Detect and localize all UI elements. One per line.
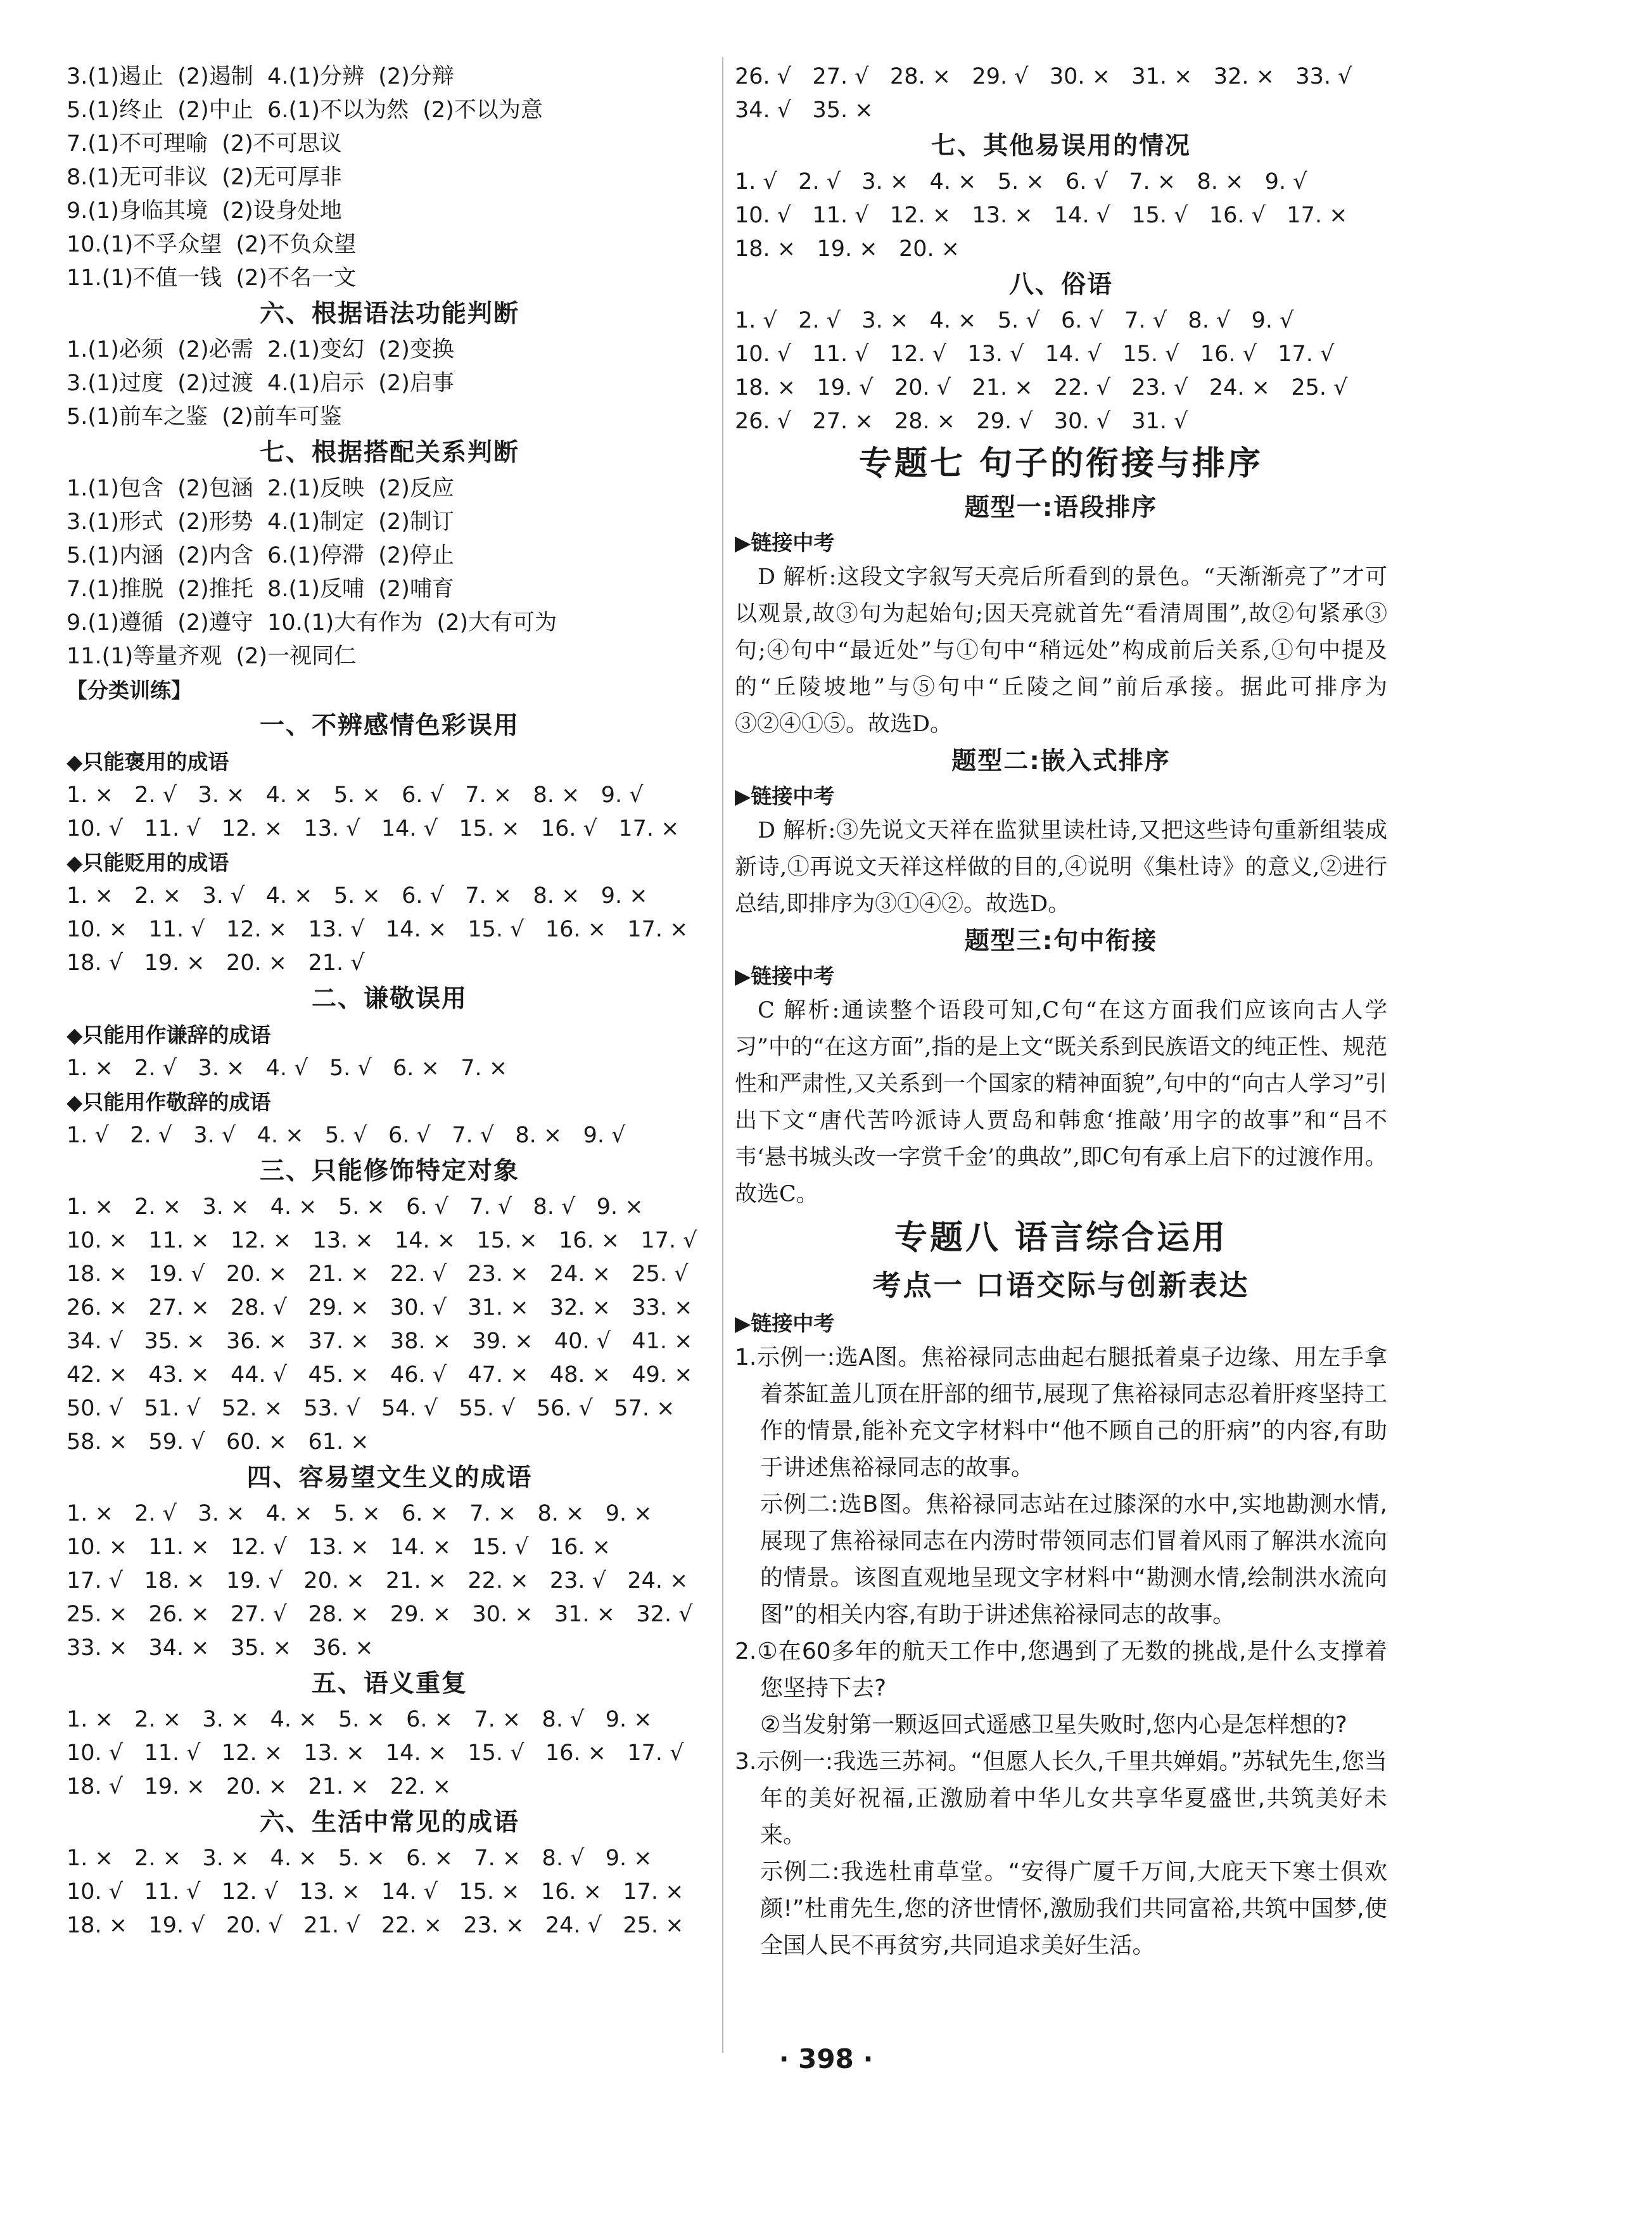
answer-line: 1. × 2. × 3. × 4. × 5. × 6. √ 7. √ 8. √ 9. × (67, 1194, 644, 1220)
link-exam-label: ▶链接中考 (735, 530, 835, 555)
left-column (67, 60, 713, 1943)
answer-line: 18. × 19. × 20. × (735, 236, 960, 262)
section-heading: 五、语义重复 (311, 1670, 467, 1698)
column-divider (722, 57, 723, 2053)
link-exam-label: ▶链接中考 (735, 784, 835, 808)
answer-line: 42. × 43. × 44. √ 45. × 46. √ 47. × 48. × 49. × (67, 1362, 693, 1388)
answer-line: 1. × 2. × 3. × 4. × 5. × 6. × 7. × 8. √ 9. × (67, 1707, 652, 1732)
answer-line: 1. √ 2. √ 3. × 4. × 5. × 6. √ 7. × 8. × 9. √ (735, 169, 1307, 195)
answer-paragraph: 示例二:选B图。焦裕禄同志站在过膝深的水中,实地勘测水情,展现了焦裕禄同志在内涝时带领同志们冒着风雨了解洪水流向的情景。该图直观地呈现文字材料中“勘测水情,绘制洪水流向图”的相关内容,有助于讲述焦裕禄同志的故事。 (760, 1491, 1387, 1628)
answer-line: 26. × 27. × 28. √ 29. × 30. √ 31. × 32. × 33. × (67, 1295, 693, 1320)
section-heading: 七、根据搭配关系判断 (259, 438, 519, 467)
section-heading: 一、不辨感情色彩误用 (259, 712, 519, 740)
answer-paragraph: 1.示例一:选A图。焦裕禄同志曲起右腿抵着桌子边缘、用左手拿着茶缸盖儿顶在肝部的细节,展现了焦裕禄同志忍着肝疼坚持工作的情景,能补充文字材料中“他不顾自己的肝病”的内容,有助于讲述焦裕禄同志的故事。 (735, 1344, 1387, 1481)
answer-paragraph: ②当发射第一颗返回式遥感卫星失败时,您内心是怎样想的? (760, 1712, 1347, 1738)
link-exam-label: ▶链接中考 (735, 1311, 835, 1336)
answer-line: 9.(1)遵循 (2)遵守 10.(1)大有作为 (2)大有可为 (67, 610, 557, 635)
answer-line: 1. √ 2. √ 3. × 4. × 5. √ 6. √ 7. √ 8. √ 9. √ (735, 308, 1294, 333)
answer-line: 18. × 19. √ 20. √ 21. × 22. √ 23. √ 24. × 25. √ (735, 375, 1348, 400)
answer-line: 1. × 2. × 3. × 4. × 5. × 6. × 7. × 8. √ 9. × (67, 1846, 652, 1871)
answer-line: 17. √ 18. × 19. √ 20. × 21. × 22. × 23. √ 24. × (67, 1568, 689, 1593)
section-heading: 四、容易望文生义的成语 (246, 1464, 533, 1492)
answer-line: 3.(1)过度 (2)过渡 4.(1)启示 (2)启事 (67, 371, 454, 396)
answer-line: 1.(1)必须 (2)必需 2.(1)变幻 (2)变换 (67, 337, 454, 362)
section-heading: 八、俗语 (1008, 271, 1113, 299)
answer-line: 10. √ 11. √ 12. × 13. × 14. √ 15. √ 16. √ 17. × (735, 203, 1348, 228)
answer-line: 3.(1)遏止 (2)遏制 4.(1)分辨 (2)分辩 (67, 64, 454, 89)
answer-line: 26. √ 27. × 28. × 29. √ 30. √ 31. √ (735, 409, 1188, 434)
subsection-label: ◆只能用作谦辞的成语 (67, 1023, 271, 1047)
answer-line: 5.(1)前车之鉴 (2)前车可鉴 (67, 404, 342, 430)
answer-line: 34. √ 35. × (735, 98, 874, 123)
section-heading: 六、生活中常见的成语 (259, 1808, 519, 1837)
answer-line: 1. × 2. × 3. √ 4. × 5. × 6. √ 7. × 8. × 9. × (67, 883, 648, 909)
answer-line: 5.(1)内涵 (2)内含 6.(1)停滞 (2)停止 (67, 543, 454, 568)
answer-line: 8.(1)无可非议 (2)无可厚非 (67, 165, 342, 190)
section-heading: 题型三:句中衔接 (964, 927, 1158, 955)
answer-line: 34. √ 35. × 36. × 37. × 38. × 39. × 40. √ 41. × (67, 1329, 693, 1354)
answer-line: 10. √ 11. √ 12. × 13. √ 14. √ 15. × 16. √ 17. × (67, 816, 680, 841)
answer-line: 7.(1)推脱 (2)推托 8.(1)反哺 (2)哺育 (67, 577, 454, 602)
section-heading: 三、只能修饰特定对象 (259, 1157, 519, 1185)
answer-line: 10.(1)不孚众望 (2)不负众望 (67, 232, 357, 257)
answer-line: 58. × 59. √ 60. × 61. × (67, 1429, 369, 1455)
answer-line: 3.(1)形式 (2)形势 4.(1)制定 (2)制订 (67, 509, 454, 535)
answer-line: 10. √ 11. √ 12. × 13. × 14. × 15. √ 16. × 17. √ (67, 1740, 684, 1766)
answer-line: 18. √ 19. × 20. × 21. √ (67, 950, 365, 976)
answer-line: 18. × 19. √ 20. √ 21. √ 22. × 23. × 24. √ 25. × (67, 1913, 684, 1938)
kaodian-heading: 考点一 口语交际与创新表达 (872, 1268, 1250, 1302)
answer-line: 5.(1)终止 (2)中止 6.(1)不以为然 (2)不以为意 (67, 98, 543, 123)
section-heading: 二、谦敬误用 (311, 985, 467, 1013)
answer-line: 9.(1)身临其境 (2)设身处地 (67, 198, 342, 224)
explanation-paragraph: D 解析:这段文字叙写天亮后所看到的景色。“天渐渐亮了”才可以观景,故③句为起始句;因天亮就首先“看清周围”,故②句紧承③句;④句中“最近处”与①句中“稍远处”构成前后关系,①句中提及的“丘陵坡地”与⑤句中“丘陵之间”前后承接。据此可排序为③②④①⑤。故选D。 (735, 565, 1387, 737)
subsection-label: ◆只能褒用的成语 (67, 750, 229, 774)
answer-line: 11.(1)等量齐观 (2)一视同仁 (67, 644, 357, 669)
subsection-label: ◆只能用作敬辞的成语 (67, 1090, 271, 1114)
link-exam-label: ▶链接中考 (735, 964, 835, 988)
explanation-paragraph: D 解析:③先说文天祥在监狱里读杜诗,又把这些诗句重新组装成新诗,①再说文天祥这样做的目的,④说明《集杜诗》的意义,②进行总结,即排序为③①④②。故选D。 (735, 818, 1387, 917)
answer-line: 1. × 2. √ 3. × 4. × 5. × 6. × 7. × 8. × 9. × (67, 1501, 652, 1526)
answer-line: 18. × 19. √ 20. × 21. × 22. √ 23. × 24. × 25. √ (67, 1261, 689, 1287)
answer-line: 50. √ 51. √ 52. × 53. √ 54. √ 55. √ 56. √ 57. × (67, 1396, 675, 1421)
subsection-label: ◆只能贬用的成语 (67, 850, 229, 875)
section-heading: 题型一:语段排序 (964, 494, 1158, 522)
right-column (735, 60, 1387, 1964)
section-heading: 题型二:嵌入式排序 (951, 747, 1171, 776)
answer-paragraph: 示例二:我选杜甫草堂。“安得广厦千万间,大庇天下寒士俱欢颜!”杜甫先生,您的济世情怀,激励我们共同富裕,共筑中国梦,使全国人民不再贫穷,共同追求美好生活。 (760, 1859, 1387, 1958)
classification-label: 【分类训练】 (67, 678, 192, 703)
answer-line: 1. × 2. √ 3. × 4. √ 5. √ 6. × 7. × (67, 1056, 508, 1081)
answer-line: 1. √ 2. √ 3. √ 4. × 5. √ 6. √ 7. √ 8. × 9. √ (67, 1123, 626, 1148)
topic-heading: 专题七 句子的衔接与排序 (858, 445, 1264, 483)
answer-line: 10. × 11. × 12. × 13. × 14. × 15. × 16. × 17. √ (67, 1228, 697, 1253)
answer-line: 26. √ 27. √ 28. × 29. √ 30. × 31. × 32. × 33. √ (735, 64, 1352, 89)
section-heading: 七、其他易误用的情况 (931, 132, 1191, 160)
answer-line: 10. × 11. √ 12. × 13. √ 14. × 15. √ 16. × 17. × (67, 917, 689, 942)
page-number: · 398 · (778, 2043, 874, 2074)
answer-line: 11.(1)不值一钱 (2)不名一文 (67, 265, 357, 291)
section-heading: 六、根据语法功能判断 (259, 300, 519, 328)
topic-heading: 专题八 语言综合运用 (894, 1219, 1228, 1257)
answer-paragraph: 2.①在60多年的航天工作中,您遇到了无数的挑战,是什么支撑着您坚持下去? (735, 1638, 1387, 1701)
explanation-paragraph: C 解析:通读整个语段可知,C句“在这方面我们应该向古人学习”中的“在这方面”,指的是上文“既关系到民族语文的纯正性、规范性和严肃性,又关系到一个国家的精神面貌”,句中的“向古人学习”引出下文“唐代苦吟派诗人贾岛和韩愈‘推敲’用字的故事”和“吕不韦‘悬书城头改一字赏千金’的典故”,即C句有承上启下的过渡作用。故选C。 (735, 998, 1387, 1207)
answer-line: 10. √ 11. √ 12. √ 13. × 14. √ 15. × 16. × 17. × (67, 1879, 684, 1905)
answer-line: 33. × 34. × 35. × 36. × (67, 1635, 374, 1661)
answer-paragraph: 3.示例一:我选三苏祠。“但愿人长久,千里共婵娟。”苏轼先生,您当年的美好祝福,正激励着中华儿女共享华夏盛世,共筑美好未来。 (735, 1749, 1387, 1848)
answer-line: 10. × 11. × 12. √ 13. × 14. × 15. √ 16. × (67, 1535, 611, 1560)
answer-line: 7.(1)不可理喻 (2)不可思议 (67, 131, 342, 156)
answer-line: 25. × 26. × 27. √ 28. × 29. × 30. × 31. × 32. √ (67, 1602, 693, 1627)
answer-line: 1. × 2. √ 3. × 4. × 5. × 6. √ 7. × 8. × 9. √ (67, 782, 644, 808)
answer-line: 1.(1)包含 (2)包涵 2.(1)反映 (2)反应 (67, 476, 454, 501)
answer-line: 10. √ 11. √ 12. √ 13. √ 14. √ 15. √ 16. √ 17. √ (735, 342, 1335, 367)
answer-line: 18. √ 19. × 20. × 21. × 22. × (67, 1774, 452, 1799)
